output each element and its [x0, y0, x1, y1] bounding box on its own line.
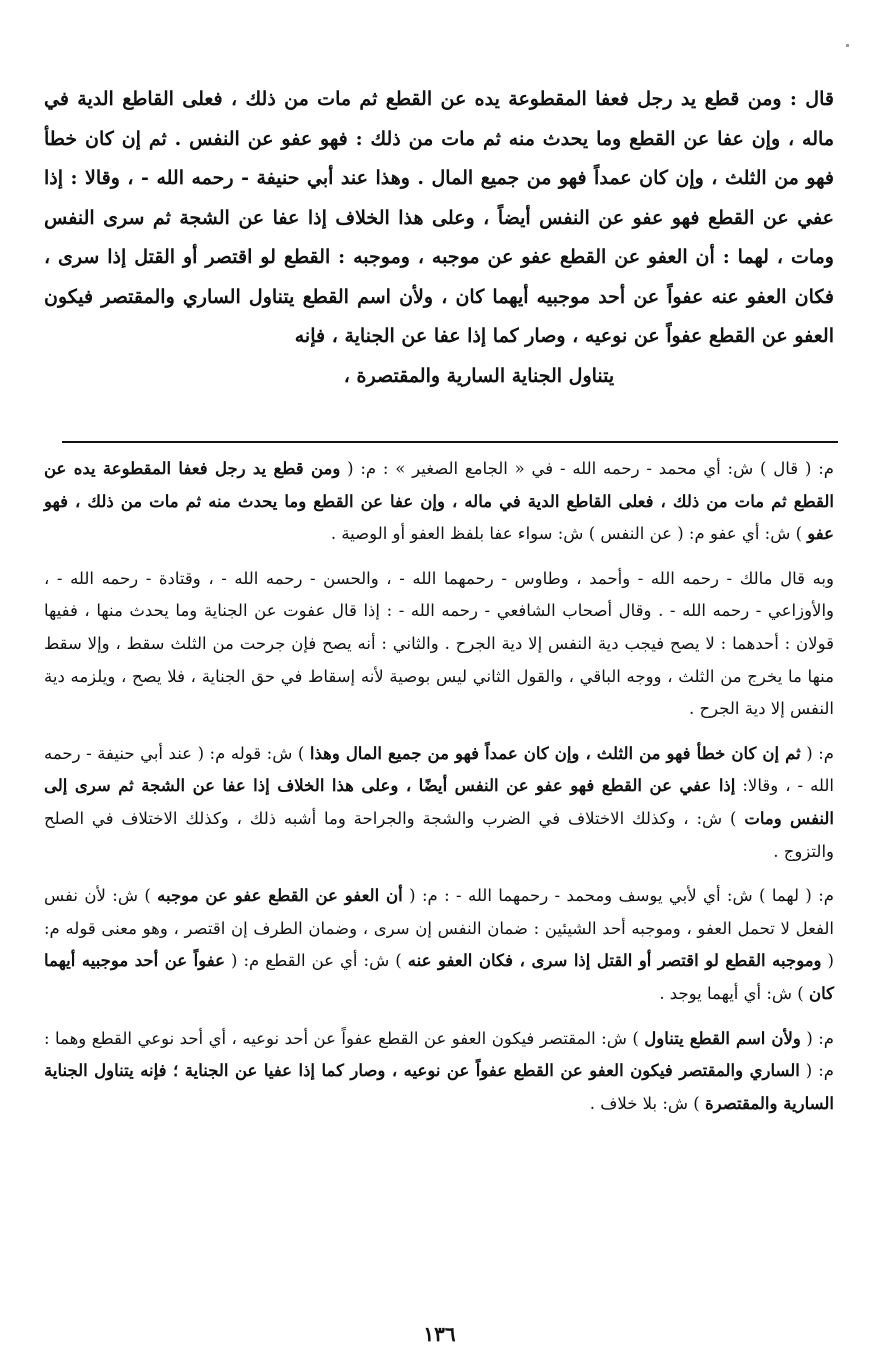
commentary-text: م: ( — [800, 743, 834, 763]
commentary-paragraph-4 — [44, 880, 834, 1010]
commentary-text: م: ( قال ) ش: أي محمد - رحمه الله - في « الجامع الصغير » : م: ( — [340, 459, 834, 478]
footnote-divider — [62, 441, 838, 443]
commentary-text: ) ش: ، وكذلك الاختلاف في الضرب والشجة والجراحة وما أشبه ذلك ، وكذلك الاختلاف في الصلح والتزوج . — [44, 808, 834, 861]
quoted-matn: أن العفو عن القطع عفو عن موجبه — [157, 886, 403, 906]
commentary-text: م: ( — [800, 1028, 834, 1048]
commentary-paragraph-5 — [44, 1023, 834, 1121]
quoted-matn: وموجبه القطع لو اقتصر أو القتل إذا سرى ، فكان العفو عنه — [407, 951, 822, 971]
quoted-matn: إذا عفي عن القطع فهو عفو عن النفس أيضًا ، وعلى هذا الخلاف إذا عفا عن الشجة ثم سرى إلى النفس ومات — [44, 776, 835, 828]
page-number: ١٣٦ — [423, 1322, 456, 1346]
commentary-block — [44, 453, 834, 1132]
quoted-matn: ومن قطع يد رجل فعفا المقطوعة يده عن القطع ثم مات من ذلك ، فعلى القاطع الدية في ماله ، وإن عفا عن القطع وما يحدث منه ثم مات من ذلك ، فهو عفو — [44, 459, 834, 544]
commentary-text: ) ش: قوله م: ( عند أبي حنيفة - رحمه الله - ، وقالا: — [44, 743, 834, 796]
commentary-text: ) ش: المقتصر فيكون العفو عن القطع عفواً عن أحد نوعيه ، أي أحد نوعي القطع وهما : م: ( — [44, 1028, 834, 1081]
commentary-text: م: ( لهما ) ش: أي لأبي يوسف ومحمد - رحمهما الله - : م: ( — [402, 886, 834, 906]
commentary-paragraph-3 — [44, 738, 834, 868]
main-text-block — [44, 80, 834, 396]
quoted-matn: الساري والمقتصر فيكون العفو عن القطع عفواً عن نوعيه ، وصار كما إذا عفيا عن الجناية ؛ فإنه يتناول الجناية السارية والمقتصرة — [44, 1061, 834, 1113]
quoted-matn: ولأن اسم القطع يتناول — [644, 1028, 801, 1048]
commentary-text: ) ش: لأن نفس الفعل لا تحمل العفو ، وموجبه أحد الشيئين : ضمان النفس إن سرى ، وضمان الطرف إن اقتصر ، وهو معنى قوله م: ( — [44, 886, 834, 971]
commentary-text: ) ش: أي أيهما يوجد . — [659, 983, 809, 1003]
quoted-matn: ثم إن كان خطأ فهو من الثلث ، وإن كان عمداً فهو من جميع المال وهذا — [309, 743, 801, 763]
commentary-text: ) ش: أي عفو م: ( عن النفس ) ش: سواء عفا بلفظ العفو أو الوصية . — [330, 524, 808, 544]
commentary-text: ) ش: أي عن القطع م: ( — [224, 951, 408, 971]
corner-speck — [846, 44, 849, 47]
commentary-text: ) ش: بلا خلاف . — [589, 1093, 705, 1113]
main-paragraph: قال : ومن قطع يد رجل فعفا المقطوعة يده عن القطع ثم مات من ذلك ، فعلى القاطع الدية في ماله ، وإن عفا عن القطع وما يحدث منه ثم مات من ذلك : فهو عفو عن النفس . ثم إن كان خطأ فهو من الثلث ، وإن كان عمداً فهو من جميع المال . وهذا عند أبي حنيفة - رحمه الله - ، وقالا : إذا عفي عن القطع فهو عفو عن النفس أيضاً ، وعلى هذا الخلاف إذا عفا عن الشجة ثم سرى النفس ومات ، لهما : أن العفو عن القطع عفو عن موجبه ، وموجبه : القطع لو اقتصر أو القتل إذا سرى ، فكان العفو عنه عفواً عن أحد موجبيه أيهما كان ، ولأن اسم القطع يتناول الساري والمقتصر فيكون العفو عن القطع عفواً عن نوعيه ، وصار كما إذا عفا عن الجناية ، فإنه — [44, 88, 834, 347]
commentary-paragraph-2: وبه قال مالك - رحمه الله - وأحمد ، وطاوس - رحمهما الله - ، والحسن - رحمه الله - ، وقتادة - رحمه الله - ، والأوزاعي - رحمه الله - . وقال أصحاب الشافعي - رحمه الله - : إذا قال عفوت عن الجناية وما يحدث منها ، ففيها قولان : أحدهما : لا يصح فيجب دية النفس إلا دية الجرح . والثاني : أنه يصح فإن جرحت من الثلث سقط ، وإلا سقط منها ما يخرج من الثلث ، ووجه الباقي ، والقول الثاني ليس بوصية لأنه إسقاط في حق الجناية ، فلا يصح ، ويلزمه دية النفس إلا دية الجرح . — [44, 568, 834, 719]
commentary-paragraph-1 — [44, 453, 834, 551]
main-last-line: يتناول الجناية السارية والمقتصرة ، — [343, 364, 615, 387]
quoted-matn: عفواً عن أحد موجبيه أيهما كان — [44, 951, 834, 1003]
